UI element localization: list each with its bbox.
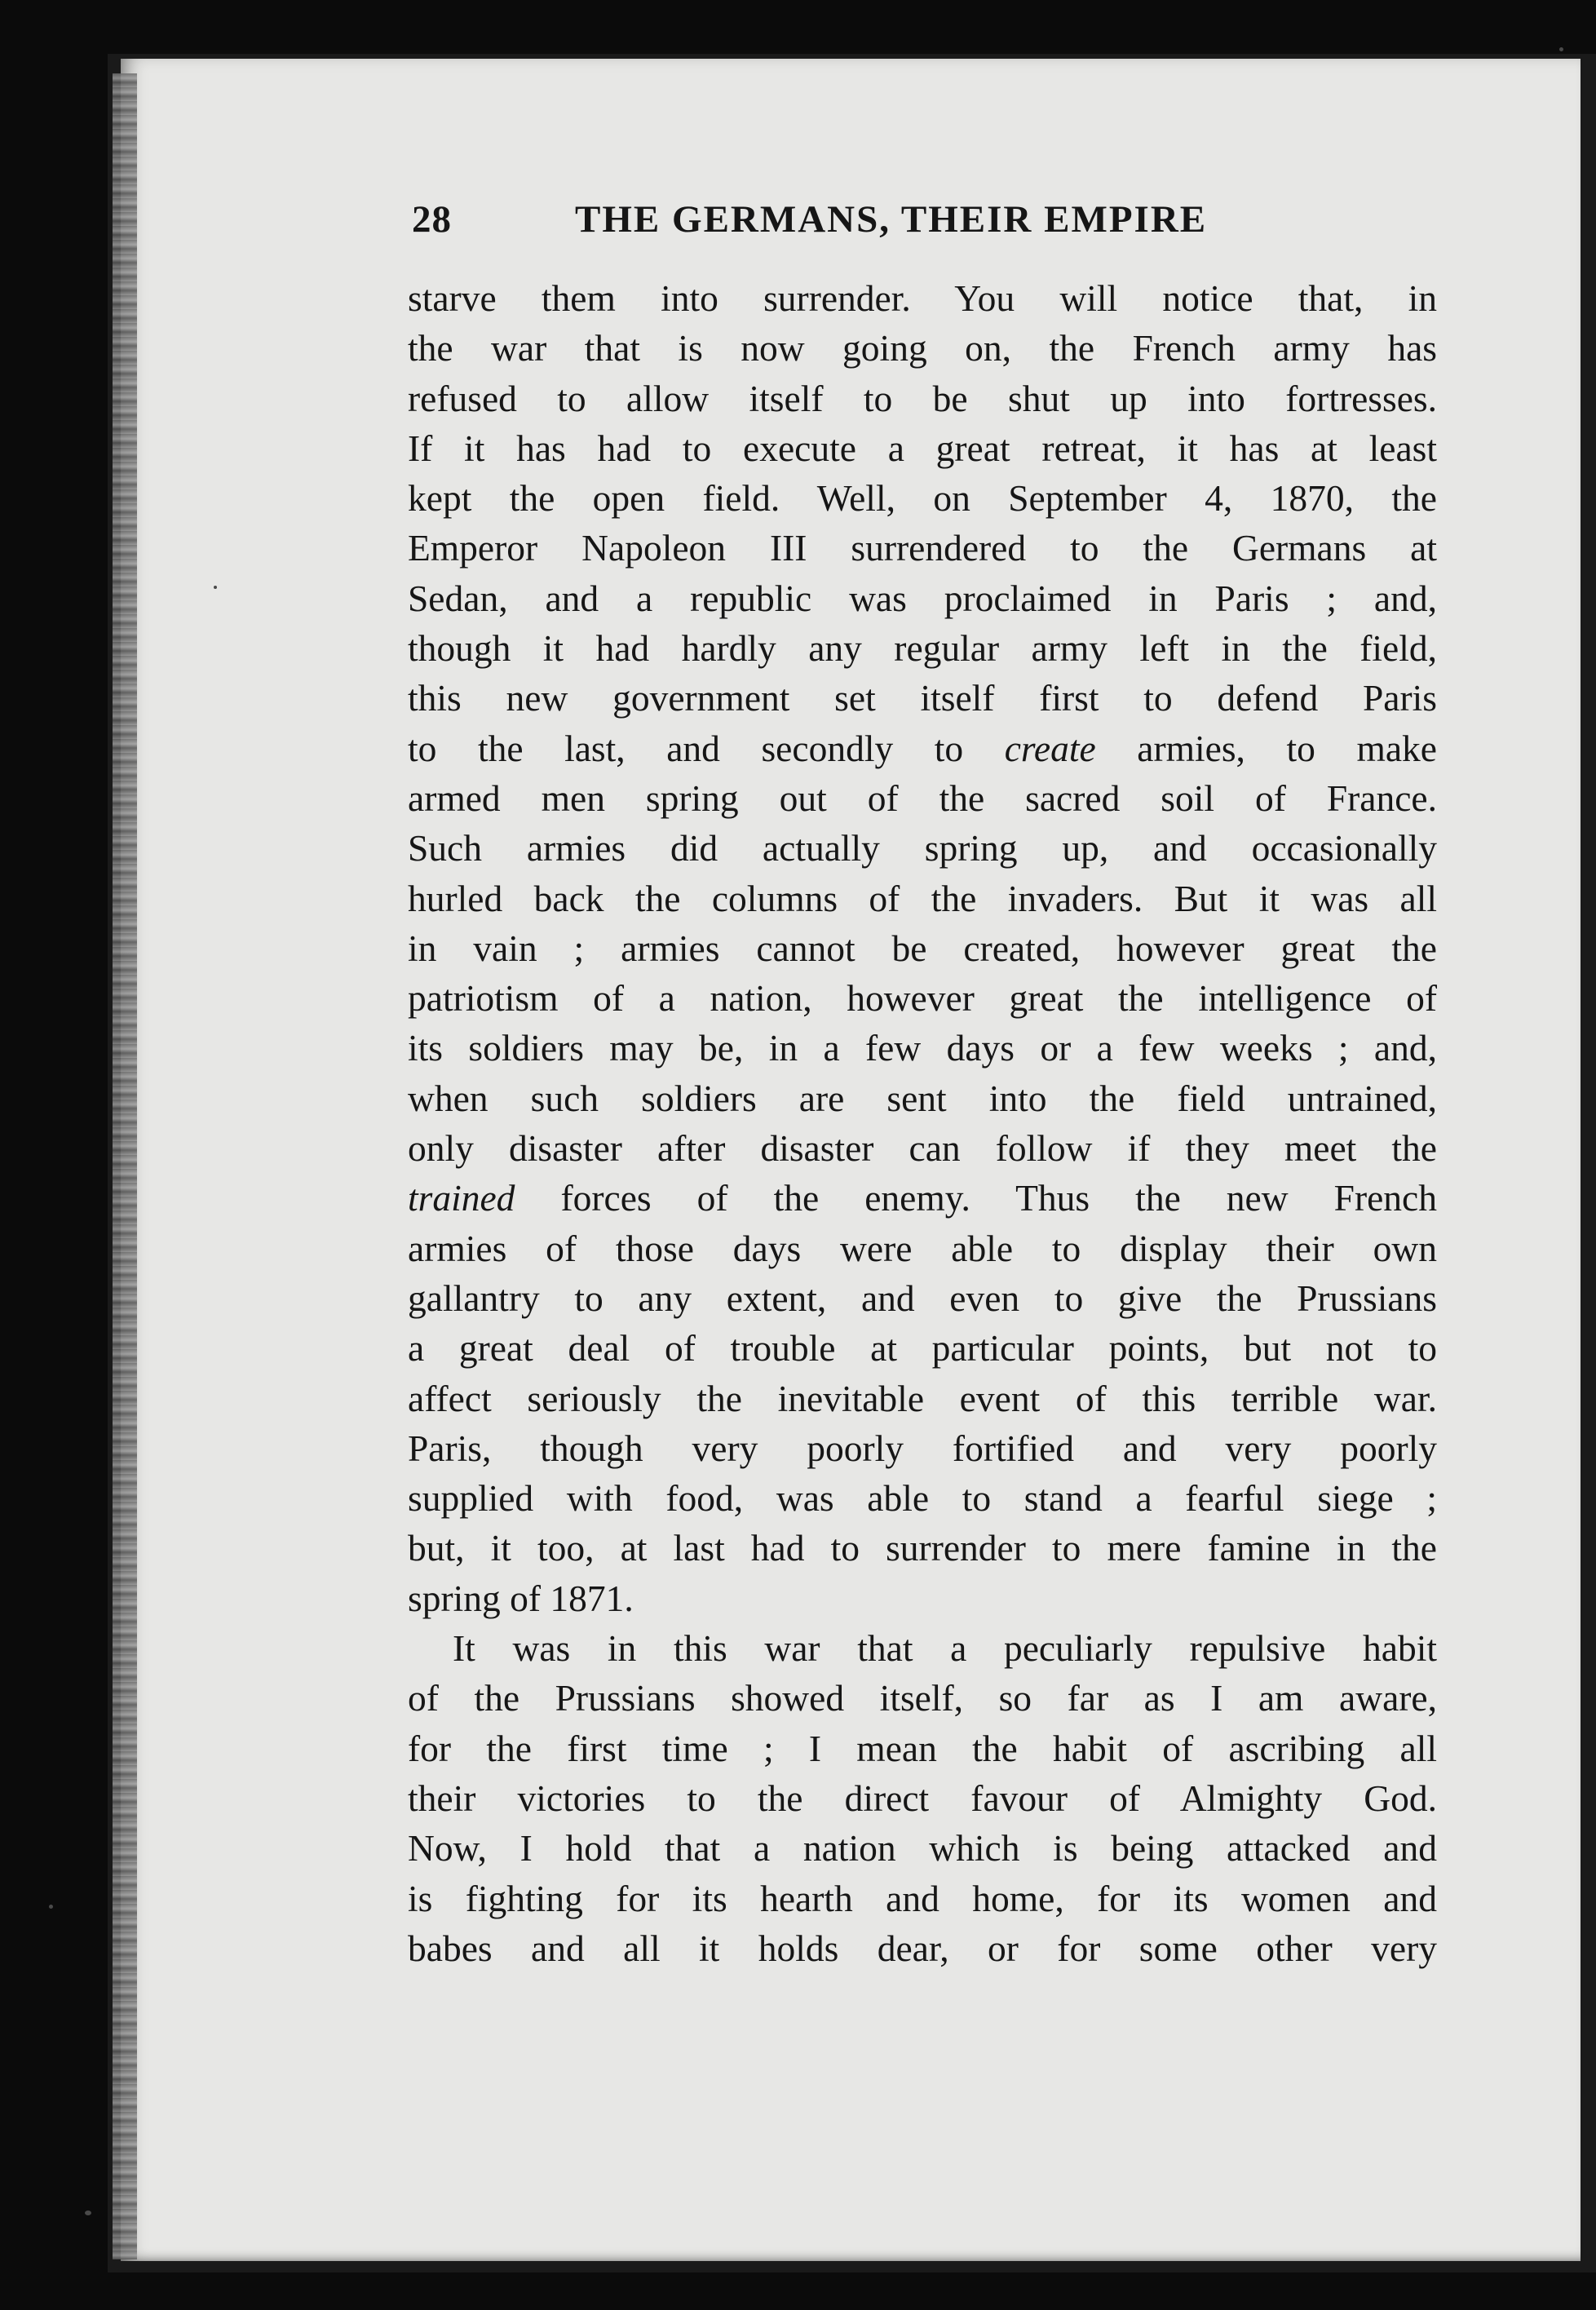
text-segment: hurled back the columns of the invaders. But it was all bbox=[408, 877, 1437, 919]
page-binding-edge bbox=[113, 73, 137, 2259]
dust-speck bbox=[85, 2210, 91, 2215]
text-segment: when such soldiers are sent into the field untrained, bbox=[408, 1077, 1437, 1119]
page-number: 28 bbox=[412, 198, 452, 241]
text-line bbox=[408, 1224, 1437, 1273]
text-segment: their victories to the direct favour of Almighty God. bbox=[408, 1777, 1437, 1819]
text-line bbox=[408, 1023, 1437, 1073]
text-segment: only disaster after disaster can follow if they meet the bbox=[408, 1127, 1437, 1170]
text-segment: forces of the enemy. Thus the new French bbox=[515, 1177, 1437, 1219]
text-line bbox=[408, 1123, 1437, 1173]
text-line bbox=[408, 724, 1437, 773]
text-segment: supplied with food, was able to stand a fearful siege ; bbox=[408, 1477, 1437, 1520]
text-segment: its soldiers may be, in a few days or a few weeks ; and, bbox=[408, 1027, 1437, 1069]
text-line bbox=[408, 273, 1437, 323]
text-segment: patriotism of a nation, however great the intelligence of bbox=[408, 977, 1437, 1020]
body-text bbox=[408, 273, 1437, 1973]
text-segment: starve them into surrender. You will notice that, in bbox=[408, 277, 1437, 319]
dust-speck bbox=[214, 586, 217, 589]
text-segment: to the last, and secondly to bbox=[408, 727, 1005, 769]
text-segment: for the first time ; I mean the habit of ascribing all bbox=[408, 1727, 1437, 1769]
text-line bbox=[408, 874, 1437, 923]
text-segment: armed men spring out of the sacred soil of France. bbox=[408, 777, 1437, 819]
text-segment: a great deal of trouble at particular points, but not to bbox=[408, 1327, 1437, 1370]
text-segment: gallantry to any extent, and even to give the Prussians bbox=[408, 1277, 1437, 1319]
text-line bbox=[408, 1073, 1437, 1123]
text-line bbox=[408, 523, 1437, 573]
text-line bbox=[408, 1923, 1437, 1973]
text-line bbox=[408, 1523, 1437, 1573]
running-head-title: THE GERMANS, THEIR EMPIRE bbox=[575, 198, 1208, 241]
text-segment: of the Prussians showed itself, so far as I am aware, bbox=[408, 1677, 1437, 1719]
text-segment: Emperor Napoleon III surrendered to the Germans at bbox=[408, 527, 1437, 569]
text-segment: though it had hardly any regular army left in the field, bbox=[408, 627, 1437, 670]
dust-speck bbox=[49, 1905, 53, 1909]
italic-text: create bbox=[1004, 727, 1096, 769]
text-line bbox=[408, 473, 1437, 523]
text-segment: the war that is now going on, the French army has bbox=[408, 327, 1437, 370]
text-segment: If it has had to execute a great retreat, it has at least bbox=[408, 427, 1437, 469]
text-line bbox=[408, 423, 1437, 473]
text-line bbox=[408, 1874, 1437, 1923]
text-line bbox=[408, 1423, 1437, 1473]
text-line bbox=[408, 1273, 1437, 1323]
text-line bbox=[408, 1823, 1437, 1873]
text-line bbox=[408, 623, 1437, 673]
text-segment: affect seriously the inevitable event of this terrible war. bbox=[408, 1377, 1437, 1419]
text-segment: is fighting for its hearth and home, for its women and bbox=[408, 1877, 1437, 1919]
running-head bbox=[412, 189, 1435, 254]
text-line bbox=[408, 1623, 1437, 1673]
text-segment: Now, I hold that a nation which is being attacked and bbox=[408, 1827, 1437, 1870]
text-segment: armies of those days were able to display their own bbox=[408, 1227, 1437, 1269]
dust-speck bbox=[1559, 47, 1563, 51]
text-segment: refused to allow itself to be shut up into fortresses. bbox=[408, 377, 1437, 419]
text-line bbox=[408, 1673, 1437, 1723]
text-line bbox=[408, 673, 1437, 723]
text-segment: Sedan, and a republic was proclaimed in Paris ; and, bbox=[408, 577, 1437, 619]
text-line bbox=[408, 323, 1437, 373]
text-line bbox=[408, 823, 1437, 873]
text-line bbox=[408, 1773, 1437, 1823]
text-segment: kept the open field. Well, on September 4, 1870, the bbox=[408, 477, 1437, 520]
text-line bbox=[408, 1323, 1437, 1373]
text-segment: babes and all it holds dear, or for some other very bbox=[408, 1927, 1437, 1969]
text-line bbox=[408, 374, 1437, 423]
text-line bbox=[408, 573, 1437, 623]
text-segment: Such armies did actually spring up, and occasionally bbox=[408, 827, 1437, 870]
text-segment: but, it too, at last had to surrender to mere famine in the bbox=[408, 1527, 1437, 1569]
text-segment: It was in this war that a peculiarly repulsive habit bbox=[453, 1627, 1437, 1670]
text-line bbox=[408, 773, 1437, 823]
text-segment: armies, to make bbox=[1095, 727, 1437, 769]
text-segment: Paris, though very poorly fortified and very poorly bbox=[408, 1427, 1437, 1469]
text-line bbox=[408, 1374, 1437, 1423]
text-line bbox=[408, 1724, 1437, 1773]
text-segment: spring of 1871. bbox=[408, 1577, 634, 1619]
text-line bbox=[408, 1173, 1437, 1223]
text-line bbox=[408, 1473, 1437, 1523]
italic-text: trained bbox=[408, 1177, 515, 1219]
text-line bbox=[408, 973, 1437, 1023]
text-segment: this new government set itself first to defend Paris bbox=[408, 677, 1437, 719]
text-line bbox=[408, 923, 1437, 973]
text-segment: in vain ; armies cannot be created, however great the bbox=[408, 927, 1437, 969]
text-line bbox=[408, 1573, 1437, 1623]
